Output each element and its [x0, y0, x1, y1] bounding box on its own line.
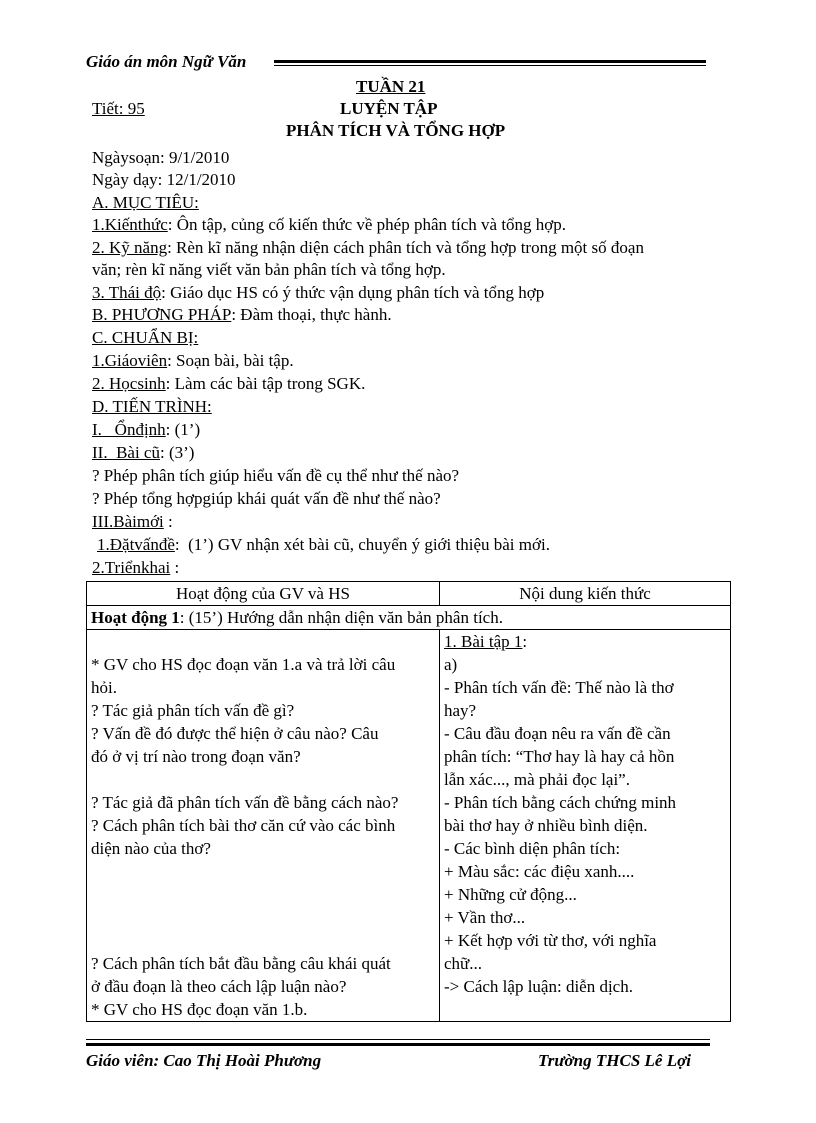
knowledge-line: + Những cử động... [444, 885, 577, 904]
knowledge-line: - Các bình diện phân tích: [444, 839, 621, 858]
knowledge-line [444, 998, 726, 1021]
knowledge-line: - Phân tích vấn đề: Thế nào là thơ [444, 678, 674, 697]
step3-label: III.Bàimới [92, 512, 164, 531]
lesson-number: Tiết: 95 [92, 99, 145, 118]
col-header-activities: Hoạt động của GV và HS [87, 582, 440, 606]
intro-label: 1.Đặtvấnđề [97, 535, 175, 554]
activity-cell [87, 606, 731, 630]
activity-line: ? Vấn đề đó được thể hiện ở câu nào? Câu [91, 724, 379, 743]
activity-line [91, 860, 435, 883]
objective-attitude [92, 281, 722, 304]
prep-date: Ngàysoạn: 9/1/2010 [92, 148, 230, 167]
footer-teacher: Giáo viên: Cao Thị Hoài Phương [86, 1051, 322, 1070]
knowledge-line: - Câu đầu đoạn nêu ra vấn đề cần [444, 724, 671, 743]
activity-table [86, 581, 731, 1022]
activity-line: ? Cách phân tích bài thơ căn cứ vào các bình [91, 816, 396, 835]
step-old-lesson [92, 441, 722, 464]
step1-label: I. Ổnđịnh [92, 420, 166, 439]
activity-line: ? Tác giả phân tích vấn đề gì? [91, 701, 295, 720]
review-question-1: ? Phép phân tích giúp hiểu vấn đề cụ thể như thế nào? [92, 466, 460, 485]
knowledge-line: hay? [444, 701, 477, 720]
step3-text: : [163, 512, 173, 531]
method-line [92, 303, 722, 326]
knowledge-line: -> Cách lập luận: diễn dịch. [444, 977, 633, 996]
activity-row [87, 606, 731, 630]
step1-text: : (1’) [165, 420, 201, 439]
knowledge-line: phân tích: “Thơ hay là hay cả hồn [444, 747, 675, 766]
knowledge-text: : Ôn tập, củng cố kiến thức về phép phân tích và tổng hợp. [167, 215, 567, 234]
step-stabilize [92, 418, 722, 441]
activity-line: hỏi. [91, 678, 117, 697]
knowledge-line: a) [444, 655, 458, 674]
lesson-subtitle: PHÂN TÍCH VÀ TỔNG HỢP [286, 121, 506, 140]
activity-line: * GV cho HS đọc đoạn văn 1.a và trả lời câu [91, 655, 396, 674]
activity-line: đó ở vị trí nào trong đoạn văn? [91, 747, 301, 766]
teacher-student-cell [87, 630, 440, 1022]
activity-line [91, 883, 435, 906]
col-header-content: Nội dung kiến thức [440, 582, 731, 606]
knowledge-line: + Vần thơ... [444, 908, 526, 927]
student-label: 2. Họcsinh [92, 374, 166, 393]
skills-text-cont: văn; rèn kĩ năng viết văn bản phân tích và tổng hợp. [92, 260, 446, 279]
skills-label: 2. Kỹ năng [92, 238, 168, 257]
process-heading: D. TIẾN TRÌNH: [92, 397, 212, 416]
lesson-title: LUYỆN TẬP [340, 99, 438, 118]
knowledge-line: bài thơ hay ở nhiều bình diện. [444, 816, 648, 835]
table-header-row [87, 582, 731, 606]
prep-heading: C. CHUẨN BỊ: [92, 328, 199, 347]
develop-line [92, 556, 722, 579]
objectives-heading: A. MỤC TIÊU: [92, 193, 199, 212]
knowledge-line: + Kết hợp với từ thơ, với nghĩa [444, 931, 657, 950]
knowledge-line: chữ... [444, 954, 483, 973]
activity-line: ? Cách phân tích bắt đầu bằng câu khái quát [91, 954, 391, 973]
intro-line [97, 533, 727, 556]
activity-line: ? Tác giả đã phân tích vấn đề bằng cách nào? [91, 793, 399, 812]
objective-skills [92, 236, 722, 259]
footer-rule-thick [86, 1043, 710, 1046]
exercise-title-suffix: : [522, 632, 528, 651]
method-label: B. PHƯƠNG PHÁP [92, 305, 232, 324]
objective-knowledge [92, 213, 722, 236]
activity-line [91, 906, 435, 929]
exercise-title: 1. Bài tập 1 [444, 632, 523, 651]
prep-teacher [92, 349, 722, 372]
attitude-text: : Giáo dục HS có ý thức vận dụng phân tích và tổng hợp [161, 283, 545, 302]
step2-text: : (3’) [159, 443, 195, 462]
teach-date: Ngày dạy: 12/1/2010 [92, 170, 236, 189]
activity-line: * GV cho HS đọc đoạn văn 1.b. [91, 1000, 308, 1019]
method-text: : Đàm thoại, thực hành. [231, 305, 392, 324]
activity-text: : (15’) Hướng dẫn nhận diện văn bản phân tích. [179, 608, 503, 627]
subject-header: Giáo án môn Ngữ Văn [86, 52, 247, 71]
knowledge-cell [440, 630, 731, 1022]
teacher-label: 1.Giáoviên [92, 351, 168, 370]
activity-line: ở đầu đoạn là theo cách lập luận nào? [91, 977, 347, 996]
step-new-lesson [92, 510, 722, 533]
activity-label: Hoạt động 1 [91, 608, 180, 627]
student-text: : Làm các bài tập trong SGK. [165, 374, 366, 393]
skills-text: : Rèn kĩ năng nhận diện cách phân tích và tổng hợp trong một số đoạn [167, 238, 644, 257]
develop-text: : [170, 558, 180, 577]
activity-line [91, 929, 435, 952]
knowledge-line: + Màu sắc: các điệu xanh.... [444, 862, 635, 881]
content-row [87, 630, 731, 1022]
activity-line: diện nào của thơ? [91, 839, 211, 858]
prep-student [92, 372, 722, 395]
intro-text: : (1’) GV nhận xét bài cũ, chuyển ý giới thiệu bài mới. [174, 535, 550, 554]
activity-line [91, 768, 435, 791]
develop-label: 2.Triểnkhai [92, 558, 171, 577]
activity-line [91, 630, 435, 653]
knowledge-label: 1.Kiếnthức [92, 215, 168, 234]
header-rule-thin [274, 65, 706, 66]
week-title: TUẦN 21 [356, 77, 426, 96]
footer-rule-thin [86, 1039, 710, 1040]
review-question-2: ? Phép tổng hợpgiúp khái quát vấn đề như thế nào? [92, 489, 441, 508]
footer-school: Trường THCS Lê Lợi [538, 1051, 691, 1070]
step2-label: II. Bài cũ [92, 443, 160, 462]
teacher-text: : Soạn bài, bài tập. [167, 351, 294, 370]
attitude-label: 3. Thái độ [92, 283, 162, 302]
knowledge-line: lẫn xác..., mà phải đọc lại”. [444, 770, 630, 789]
knowledge-line: - Phân tích bằng cách chứng minh [444, 793, 677, 812]
exercise-title-line [444, 630, 726, 653]
header-rule-thick [274, 60, 706, 63]
